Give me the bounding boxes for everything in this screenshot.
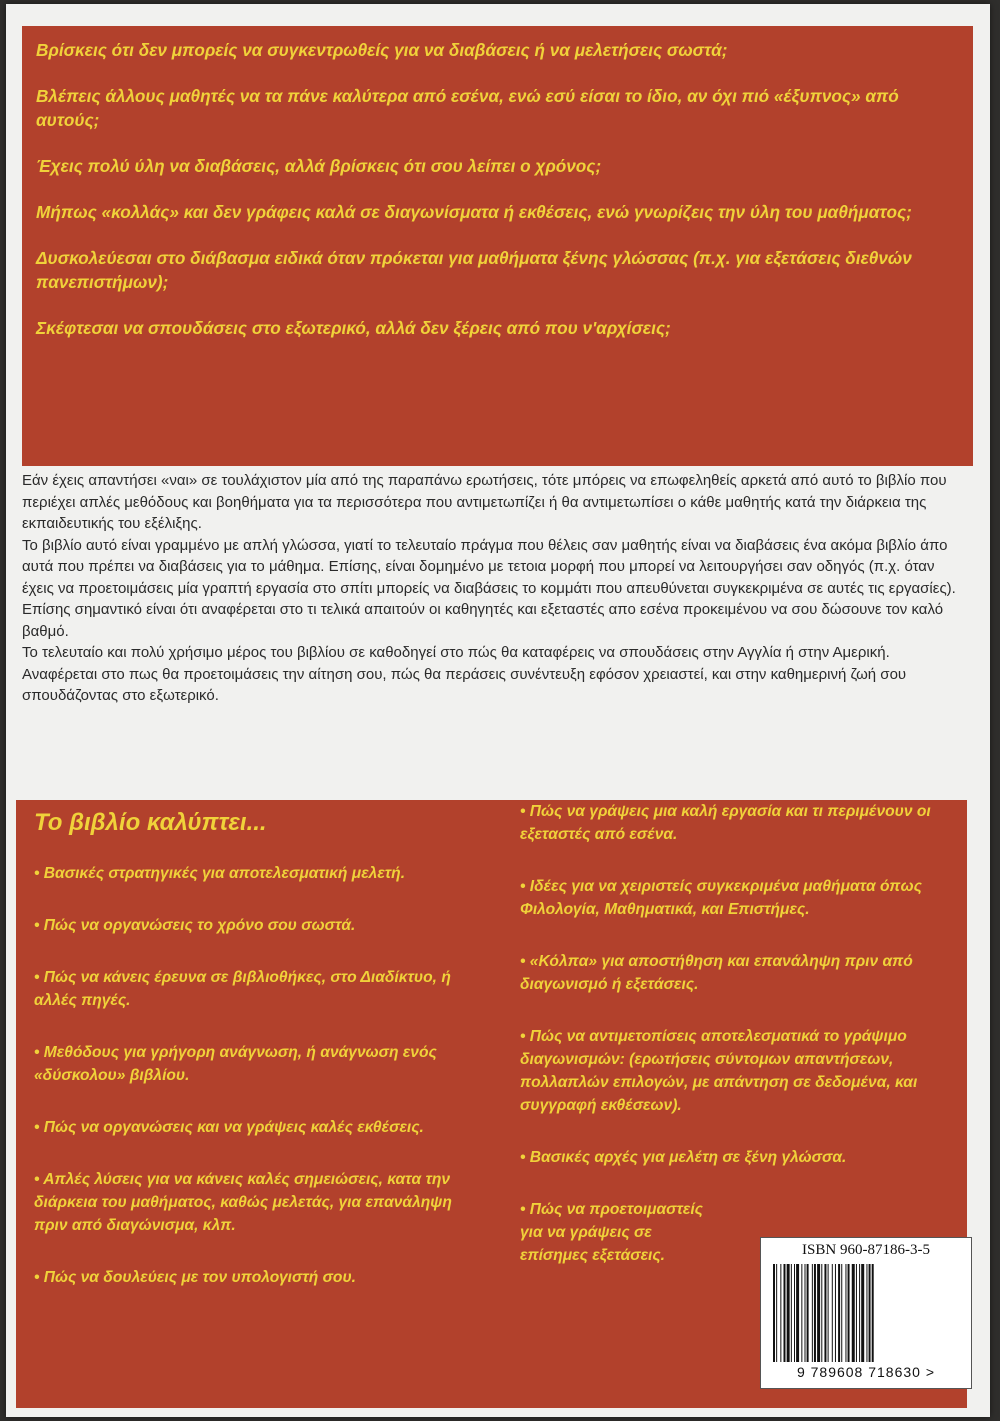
question-1: Βρίσκεις ότι δεν μπορείς να συγκεντρωθείς για να διαβάσεις ή να μελετήσεις σωστά; <box>36 40 728 60</box>
barcode-bar <box>796 1264 799 1362</box>
isbn-barcode <box>760 1237 972 1389</box>
covers-item: • Πώς να κάνεις έρευνα σε βιβλιοθήκες, στο Διαδίκτυο, ή αλλές πηγές. <box>34 969 451 1009</box>
barcode-bar <box>801 1264 802 1362</box>
barcode-bar <box>841 1264 842 1362</box>
barcode-bar <box>869 1264 871 1362</box>
covers-right-column <box>520 800 960 1296</box>
question-2: Βλέπεις άλλους μαθητές να τα πάνε καλύτερα από εσένα, ενώ εσύ είσαι το ίδιο, αν όχι πιό «έξυπνος» από αυτούς; <box>36 86 899 130</box>
barcode-bar <box>872 1264 874 1362</box>
barcode-bar <box>828 1264 829 1362</box>
barcode-bar <box>787 1264 790 1362</box>
description-paragraph-1: Εάν έχεις απαντήσει «ναι» σε τουλάχιστον μία από της παραπάνω ερωτήσεις, τότε μπόρεις να επωφεληθείς αρκετά από αυτό το βιβλίο που περιέχει απλές μεθόδους και βοηθήματα για τα περισσότερα που αντιμετωπίζει ή θα αντιμετωπίσει ο κάθε μαθητής κατά την διάρκεια της εκπαιδευτικής του εξέλιξης. <box>22 472 947 532</box>
barcode-bar <box>859 1264 860 1362</box>
question-6: Σκέφτεσαι να σπουδάσεις στο εξωτερικό, αλλά δεν ξέρεις από που ν'αρχίσεις; <box>36 318 671 338</box>
barcode-bar <box>824 1264 826 1362</box>
barcode-bar <box>832 1264 833 1362</box>
covers-item: • Βασικές αρχές για μελέτη σε ξένη γλώσσα. <box>520 1149 847 1166</box>
barcode-bar <box>861 1264 864 1362</box>
barcode-bar <box>780 1264 781 1362</box>
barcode-bar <box>791 1264 792 1362</box>
barcode-bar <box>835 1264 836 1362</box>
covers-left-column <box>34 808 474 1318</box>
barcode-bar <box>807 1264 809 1362</box>
barcode-bar <box>805 1264 806 1362</box>
barcode-digits: 9 789608 718630 > <box>796 1364 936 1380</box>
question-5: Δυσκολεύεσαι στο διάβασμα ειδικά όταν πρόκεται για μαθήματα ξένης γλώσσας (π.χ. για εξετάσεις διεθνών πανεπιστήμων); <box>36 248 912 292</box>
description-paragraph-2: Το βιβλίο αυτό είναι γραμμένο με απλή γλώσσα, γιατί το τελευταίο πράγμα που θέλεις σαν μαθητής είναι να διαβάσεις ένα ακόμα βιβλίο άπο αυτά που πρέπει να διαβάσεις για το μάθημα. Επίσης, είναι δομημένο με τετοια μορφή που μπορεί να λειτουργήσει σαν οδηγός (π.χ. όταν έχεις να προετοιμάσεις μία γραπτή εργασία στο σπίτι μπορείς να διαβάσεις το κομμάτι που απευθύνεται συγκεκριμένα σε αυτές τις εργασίες). Επίσης σημαντικό είναι ότι αναφέρεται στο τι τελικά απαιτούν οι καθηγητές και εξεταστές απο εσένα προκειμένου να σου δώσουνε τον καλό βαθμό. <box>22 536 956 640</box>
barcode-bar <box>856 1264 857 1362</box>
covers-title: Το βιβλίο καλύπτει... <box>34 809 267 836</box>
barcode-bar <box>817 1264 820 1362</box>
question-4: Μήπως «κολλάς» και δεν γράφεις καλά σε διαγωνίσματα ή εκθέσεις, ενώ γνωρίζεις την ύλη του μαθήματος; <box>36 202 912 222</box>
covers-item: • Μεθόδους για γρήγορη ανάγνωση, ή ανάγνωση ενός «δύσκολου» βιβλίου. <box>34 1044 437 1084</box>
barcode-bar <box>794 1264 795 1362</box>
barcode-bar <box>776 1264 777 1362</box>
covers-item: • Ιδέες για να χειριστείς συγκεκριμένα μαθήματα όπως Φιλολογία, Μαθηματικά, και Επιστήμες. <box>520 878 922 918</box>
barcode-bar <box>773 1264 775 1362</box>
covers-item: • Πώς να αντιμετοπίσεις αποτελεσματικά το γράψιμο διαγωνισμών: (ερωτήσεις σύντομων απαντήσεων, πολλαπλών επιλογών, με απάντηση σε δεδομένα, και συγγραφή εκθέσεων). <box>520 1028 918 1114</box>
barcode-bar <box>848 1264 850 1362</box>
barcode-bar <box>814 1264 816 1362</box>
description-paragraph-3: Το τελευταίο και πολύ χρήσιμο μέρος του βιβλίου σε καθοδηγεί στο πώς θα καταφέρεις να σπουδάσεις στην Αγγλία ή στην Αμερική. Αναφέρεται στο πως θα προετοιμάσεις την αίτηση σου, πώς θα περάσεις συνέντευξη εφόσον χρειαστεί, και στην καθημερινή ζωή σου σπουδάζοντας στο εξωτερικό. <box>22 644 907 704</box>
barcode-bar <box>784 1264 786 1362</box>
barcode-bar <box>845 1264 846 1362</box>
covers-item: • Απλές λύσεις για να κάνεις καλές σημειώσεις, κατα την διάρκεια του μαθήματος, καθώς μελετάς, για επανάληψη πριν από διαγώνισμα, κλπ. <box>34 1171 452 1234</box>
covers-item: • Πώς να δουλεύεις με τον υπολογιστή σου. <box>34 1269 357 1286</box>
description-text <box>22 470 966 707</box>
barcode-icon <box>771 1264 961 1362</box>
question-3: Έχεις πολύ ύλη να διαβάσεις, αλλά βρίσκεις ότι σου λείπει ο χρόνος; <box>36 156 602 176</box>
isbn-label: ISBN 960-87186-3-5 <box>802 1242 930 1258</box>
barcode-bar <box>866 1264 867 1362</box>
barcode-bar <box>821 1264 822 1362</box>
covers-item: • Πώς να προετοιμαστείς για να γράψεις σε επίσημες εξετάσεις. <box>520 1201 703 1264</box>
barcode-bar <box>812 1264 813 1362</box>
barcode-bar <box>838 1264 840 1362</box>
barcode-bar <box>852 1264 855 1362</box>
covers-item: • Πώς να οργανώσεις και να γράψεις καλές εκθέσεις. <box>34 1119 424 1136</box>
covers-item: • Πώς να γράψεις μια καλή εργασία και τι περιμένουν οι εξεταστές από εσένα. <box>520 803 931 843</box>
covers-item: • Πώς να οργανώσεις το χρόνο σου σωστά. <box>34 917 356 934</box>
covers-item: • «Κόλπα» για αποστήθηση και επανάληψη πριν από διαγωνισμό ή εξετάσεις. <box>520 953 913 993</box>
questions-panel <box>22 26 973 466</box>
covers-item: • Βασικές στρατηγικές για αποτελεσματική μελετή. <box>34 865 406 882</box>
